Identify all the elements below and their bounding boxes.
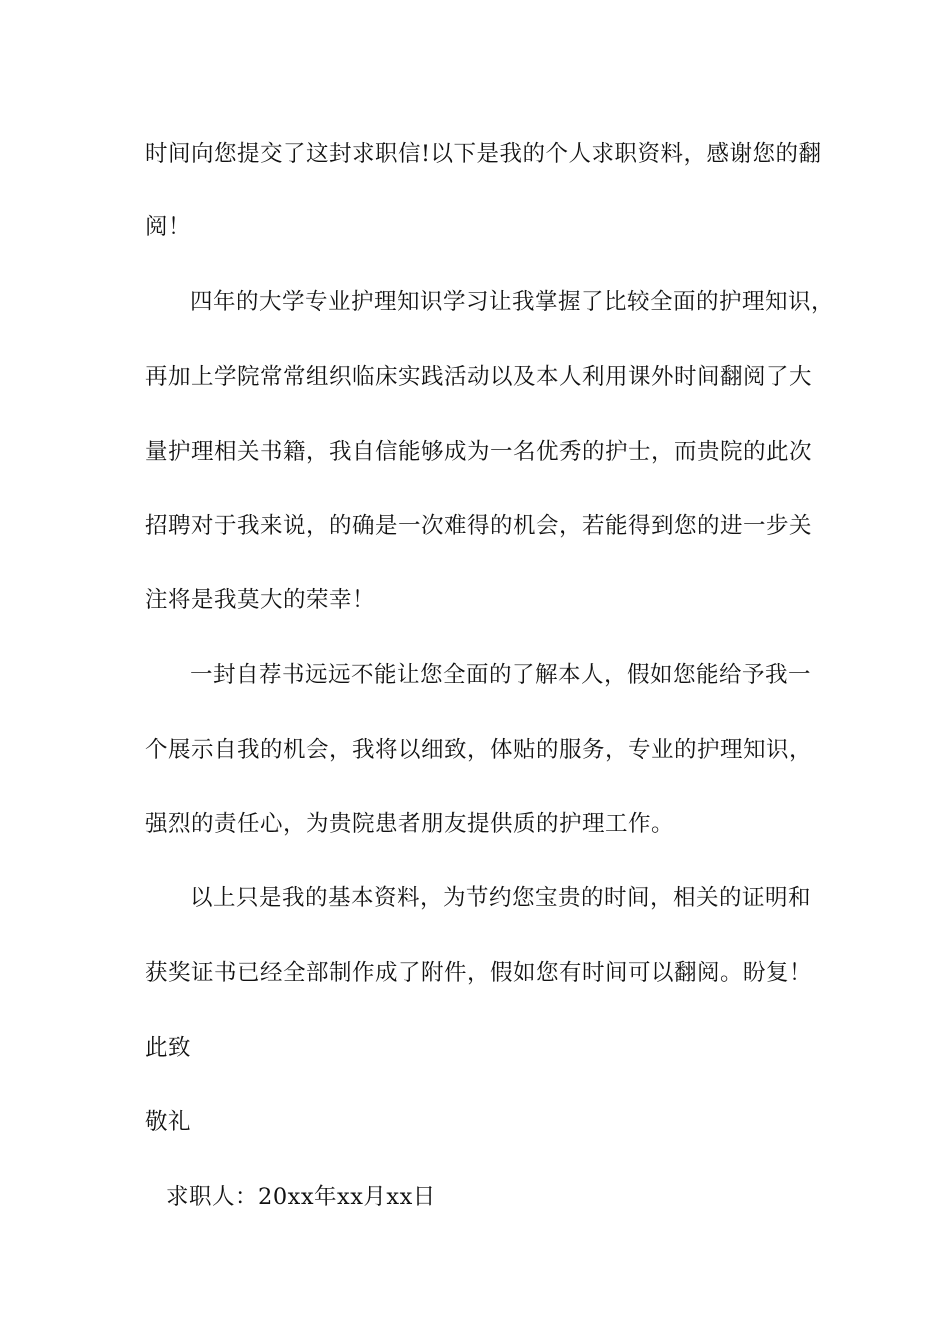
- paragraph-2-line-4: 招聘对于我来说，的确是一次难得的机会，若能得到您的进一步关: [145, 513, 813, 539]
- paragraph-3-line-1: 一封自荐书远远不能让您全面的了解本人，假如您能给予我一: [190, 662, 812, 688]
- signature-line: 求职人：20xx年xx月xx日: [166, 1184, 436, 1210]
- paragraph-4-line-2: 获奖证书已经全部制作成了附件，假如您有时间可以翻阅。盼复！: [145, 960, 813, 986]
- paragraph-1-line-1: 时间向您提交了这封求职信!以下是我的个人求职资料，感谢您的翻: [145, 141, 822, 167]
- paragraph-2-line-5: 注将是我莫大的荣幸！: [145, 587, 376, 613]
- paragraph-4-line-1: 以上只是我的基本资料，为节约您宝贵的时间，相关的证明和: [190, 885, 812, 911]
- paragraph-2-line-2: 再加上学院常常组织临床实践活动以及本人利用课外时间翻阅了大: [145, 364, 813, 390]
- paragraph-3-line-3: 强烈的责任心，为贵院患者朋友提供质的护理工作。: [145, 811, 675, 837]
- paragraph-3-line-2: 个展示自我的机会，我将以细致，体贴的服务，专业的护理知识，: [145, 737, 813, 763]
- closing-line-1: 此致: [145, 1035, 192, 1061]
- paragraph-2-line-1: 四年的大学专业护理知识学习让我掌握了比较全面的护理知识，: [190, 289, 835, 315]
- paragraph-2-line-3: 量护理相关书籍，我自信能够成为一名优秀的护士，而贵院的此次: [145, 439, 813, 465]
- paragraph-1-line-2: 阅！: [145, 214, 192, 240]
- closing-line-2: 敬礼: [145, 1109, 192, 1135]
